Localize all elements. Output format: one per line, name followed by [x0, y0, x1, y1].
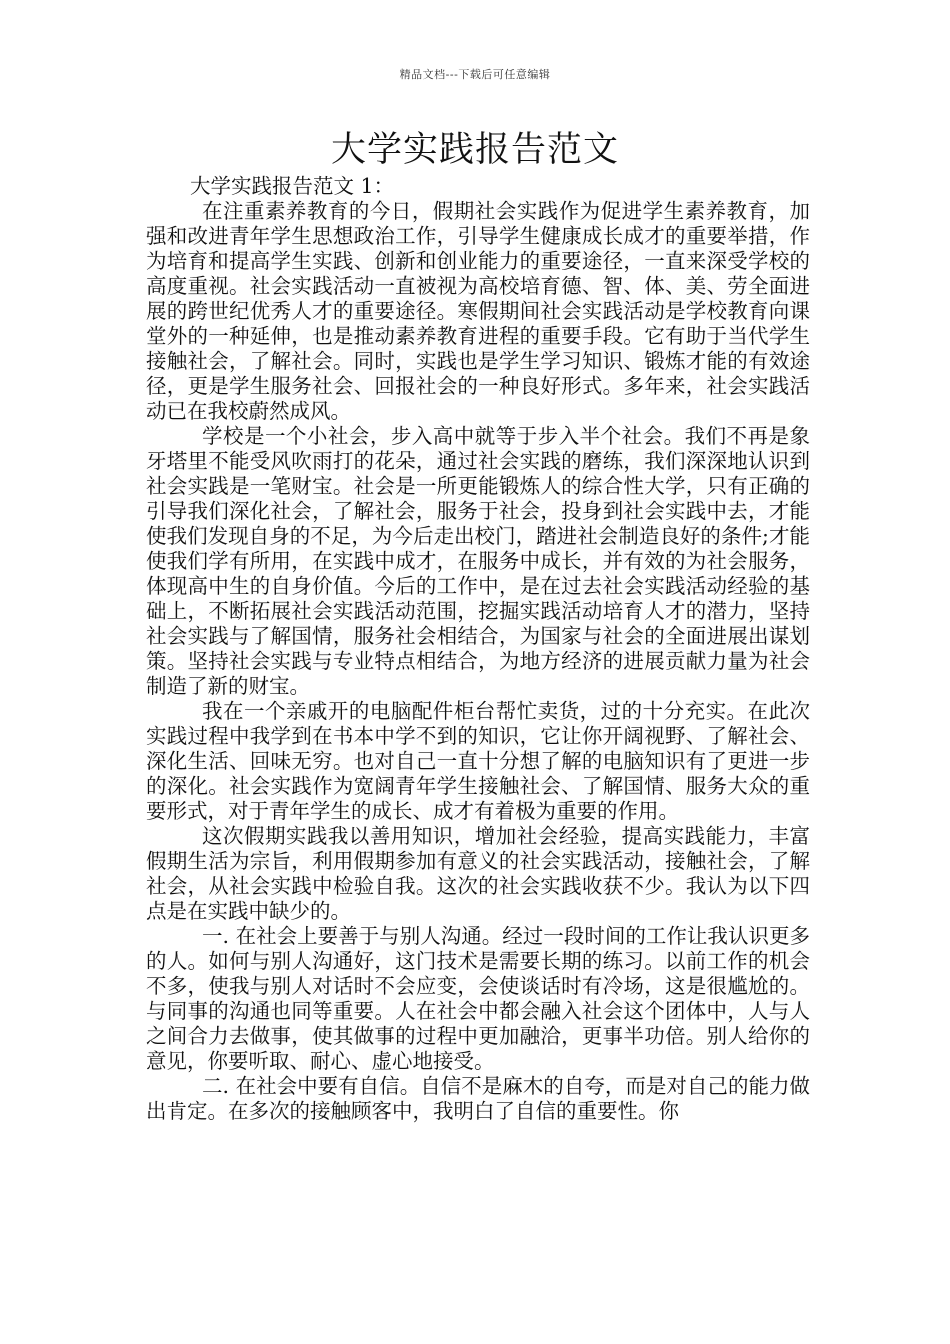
paragraph-3: 我在一个亲戚开的电脑配件柜台帮忙卖货，过的十分充实。在此次实践过程中我学到在书本中学不到的知识，它让你开阔视野、了解社会、深化生活、回味无穷。也对自己一直十分想了解的电脑知识有了更进一步的深化。社会实践作为宽阔青年学生接触社会、了解国情、服务大众的重要形式，对于青年学生的成长、成才有着极为重要的作用。: [146, 699, 810, 823]
paragraph-1: 在注重素养教育的今日，假期社会实践作为促进学生素养教育，加强和改进青年学生思想政治工作，引导学生健康成长成才的重要举措，作为培育和提高学生实践、创新和创业能力的重要途径，一直来深受学校的高度重视。社会实践活动一直被视为高校培育德、智、体、美、劳全面进展的跨世纪优秀人才的重要途径。寒假期间社会实践活动是学校教育向课堂外的一种延伸，也是推动素养教育进程的重要手段。它有助于当代学生接触社会，了解社会。同时，实践也是学生学习知识、锻炼才能的有效途径，更是学生服务社会、回报社会的一种良好形式。多年来，社会实践活动已在我校蔚然成风。: [146, 199, 810, 423]
document-subtitle: 大学实践报告范文 1：: [190, 174, 395, 198]
paragraph-6: 二. 在社会中要有自信。自信不是麻木的自夸，而是对自己的能力做出肯定。在多次的接触顾客中，我明白了自信的重要性。你: [146, 1074, 810, 1123]
header-note: 精品文档---下载后可任意编辑: [399, 68, 551, 81]
paragraph-5: 一. 在社会上要善于与别人沟通。经过一段时间的工作让我认识更多的人。如何与别人沟通好，这门技术是需要长期的练习。以前工作的机会不多，使我与别人对话时不会应变，会使谈话时有冷场，这是很尴尬的。与同事的沟通也同等重要。人在社会中都会融入社会这个团体中，人与人之间合力去做事，使其做事的过程中更加融洽，更事半功倍。别人给你的意见，你要听取、耐心、虚心地接受。: [146, 924, 810, 1073]
paragraph-4: 这次假期实践我以善用知识，增加社会经验，提高实践能力，丰富假期生活为宗旨，利用假期参加有意义的社会实践活动，接触社会，了解社会，从社会实践中检验自我。这次的社会实践收获不少。我认为以下四点是在实践中缺少的。: [146, 824, 810, 923]
document-title: 大学实践报告范文: [330, 130, 619, 170]
document-body: [146, 174, 810, 1124]
paragraph-2: 学校是一个小社会，步入高中就等于步入半个社会。我们不再是象牙塔里不能受风吹雨打的花朵，通过社会实践的磨练，我们深深地认识到社会实践是一笔财宝。社会是一所更能锻炼人的综合性大学，只有正确的引导我们深化社会，了解社会，服务于社会，投身到社会实践中去，才能使我们发现自身的不足，为今后走出校门，踏进社会制造良好的条件;才能使我们学有所用，在实践中成才，在服务中成长，并有效的为社会服务，体现高中生的自身价值。今后的工作中，是在过去社会实践活动经验的基础上，不断拓展社会实践活动范围，挖掘实践活动培育人才的潜力，坚持社会实践与了解国情，服务社会相结合，为国家与社会的全面进展出谋划策。坚持社会实践与专业特点相结合，为地方经济的进展贡献力量为社会制造了新的财宝。: [146, 424, 810, 698]
